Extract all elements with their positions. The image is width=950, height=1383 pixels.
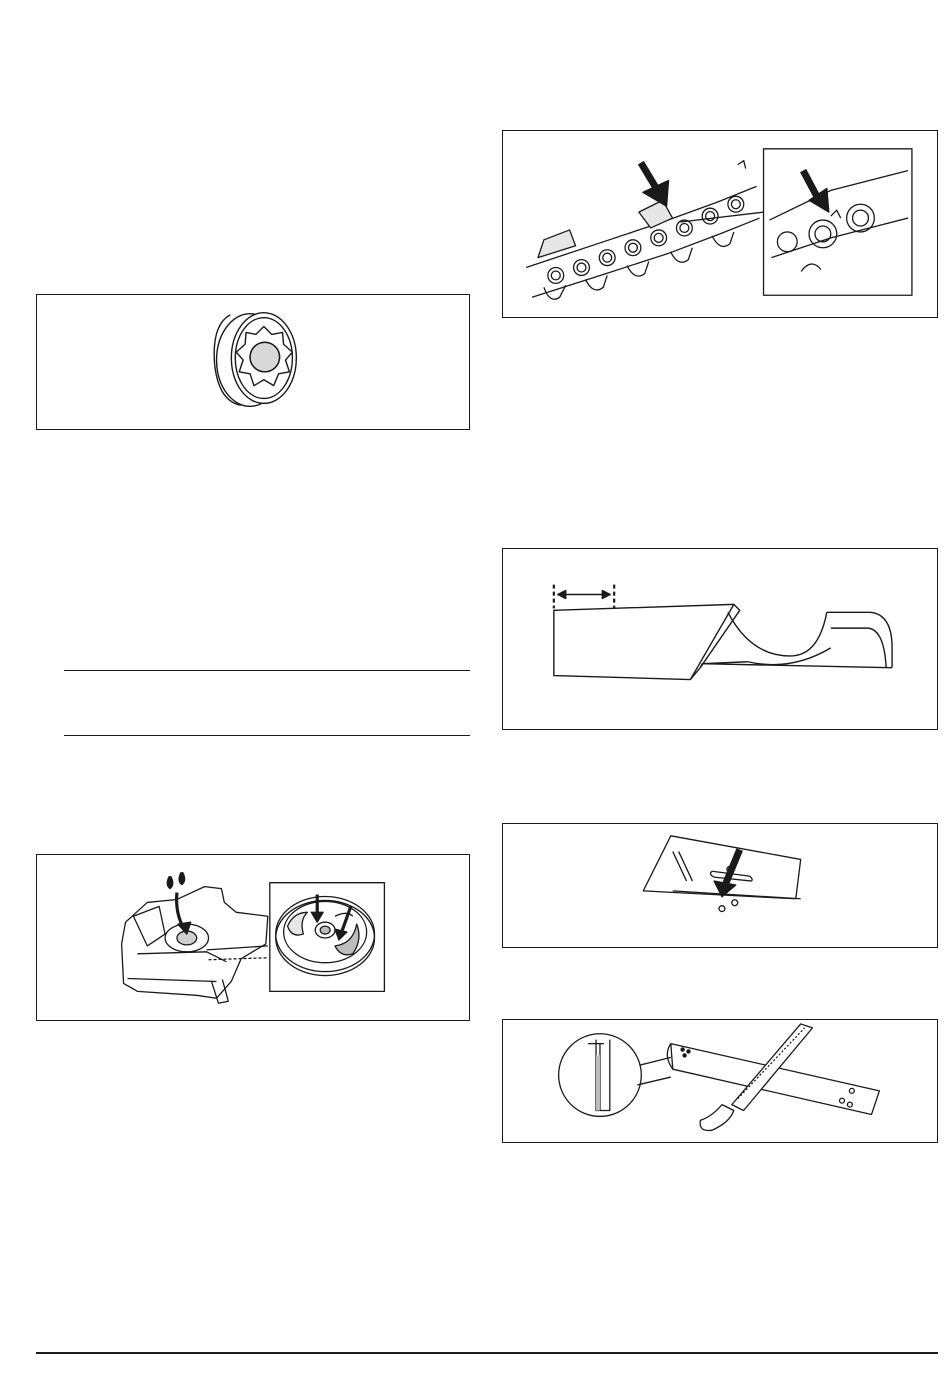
clutch-lubrication-illustration (37, 855, 469, 1020)
figure-bar-rail-filing (502, 1019, 938, 1143)
bar-filing-illustration (503, 1020, 937, 1142)
figure-bar-lubrication-hole (502, 823, 938, 948)
chain-illustration (503, 131, 937, 317)
figure-clutch-bearing-lubrication (36, 854, 470, 1021)
clutch-drum-illustration (37, 295, 469, 429)
figure-clutch-drum (36, 294, 470, 430)
note-rule-top (64, 670, 470, 671)
bar-lubrication-illustration (503, 824, 937, 947)
footer-rule (36, 1352, 938, 1354)
figure-cutter-length (502, 548, 938, 730)
cutter-illustration (503, 549, 937, 729)
figure-chain-wear-check (502, 130, 938, 318)
note-rule-bottom (64, 735, 470, 736)
